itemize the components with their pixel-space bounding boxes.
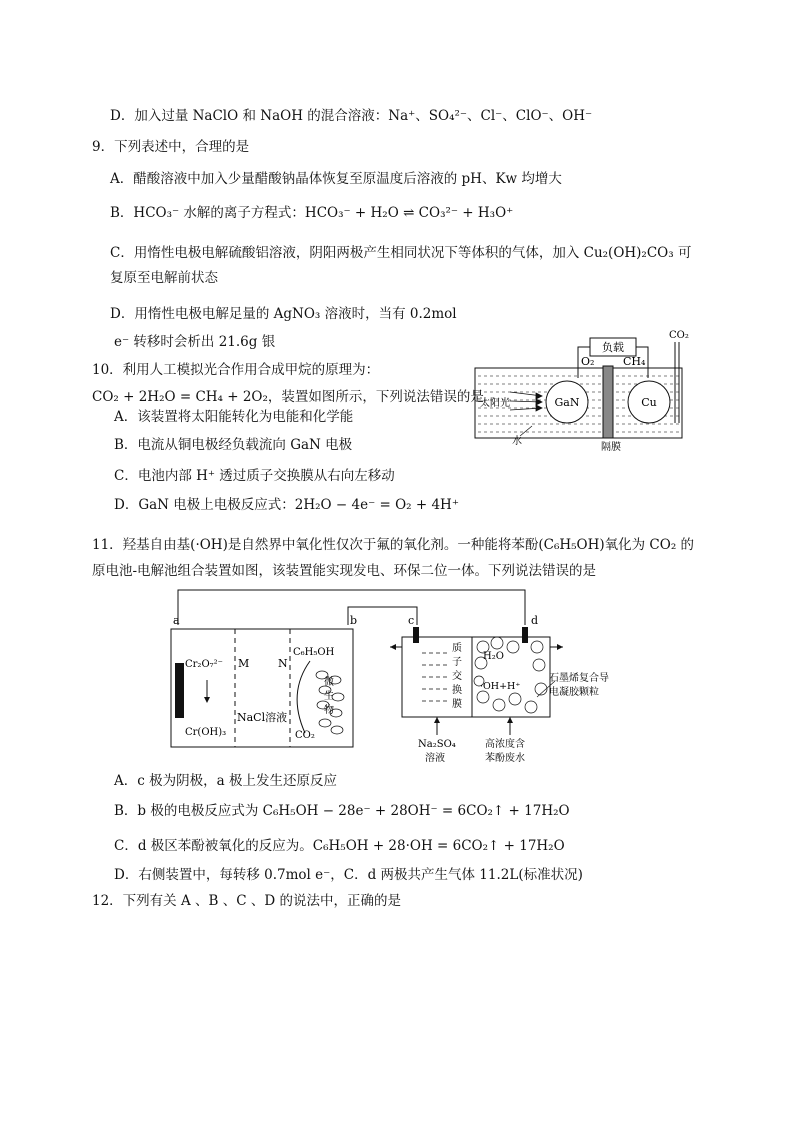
- q10-sunlight-label: 太阳光: [480, 398, 510, 409]
- q9-option-c-line1: C．用惰性电极电解硫酸铝溶液，阴阳两极产生相同状况下等体积的气体，加入 Cu₂(OH)₂CO₃ 可: [110, 245, 692, 261]
- q11-na2so4-label-1: Na₂SO₄: [418, 739, 456, 750]
- q12-stem: 12．下列有关 A 、B 、C 、D 的说法中，正确的是: [92, 893, 401, 909]
- q10-photosynthesis-cell-diagram: [470, 328, 700, 453]
- q11-m-label: M: [238, 657, 250, 670]
- q10-option-a: A．该装置将太阳能转化为电能和化学能: [114, 409, 354, 425]
- q11-combined-cell-diagram: [165, 585, 635, 765]
- q8-option-d: D．加入过量 NaClO 和 NaOH 的混合溶液：Na⁺、SO₄²⁻、Cl⁻、ClO⁻、OH⁻: [110, 108, 593, 124]
- q11-option-b: B．b 极的电极反应式为 C₆H₅OH − 28e⁻ + 28OH⁻ = 6CO₂↑ + 17H₂O: [114, 803, 570, 819]
- q11-pem-label-1: 质: [452, 643, 462, 654]
- q10-water-label: 水: [512, 436, 522, 447]
- q10-stem: 10．利用人工模拟光合作用合成甲烷的原理为：: [92, 362, 380, 378]
- q11-pem-label-3: 交: [452, 671, 462, 682]
- q9-stem: 9．下列表述中，合理的是: [92, 139, 250, 155]
- q9-option-b: B．HCO₃⁻ 水解的离子方程式：HCO₃⁻ + H₂O ⇌ CO₃²⁻ + H₃O⁺: [110, 205, 514, 221]
- q10-cu-label: Cu: [641, 396, 657, 409]
- q11-electrode-a: [175, 663, 184, 718]
- q10-co2-label: CO₂: [669, 330, 689, 341]
- q11-pem-label-4: 换: [452, 685, 462, 696]
- q10-load-label: 负载: [602, 341, 624, 354]
- q11-option-a: A．c 极为阴极，a 极上发生还原反应: [114, 773, 337, 789]
- q11-pem-label-5: 膜: [452, 699, 462, 710]
- q11-gel-label-2: 电凝胶颗粒: [549, 687, 599, 698]
- q11-electrode-b-label: b: [350, 614, 358, 627]
- q10-equation: CO₂ + 2H₂O = CH₄ + 2O₂，装置如图所示，下列说法错误的是: [92, 389, 484, 405]
- q11-pem-label-2: 子: [452, 657, 462, 668]
- q11-oh-label: ·OH+H⁺: [480, 681, 521, 692]
- q11-waste-label-2: 苯酚废水: [485, 753, 525, 764]
- q9-option-c-line2: 复原至电解前状态: [110, 270, 218, 286]
- q11-cr2o7-label: Cr₂O₇²⁻: [185, 659, 223, 670]
- q11-nacl-label: NaCl溶液: [237, 711, 288, 724]
- q10-option-b: B．电流从铜电极经负载流向 GaN 电极: [114, 437, 353, 453]
- q11-microbe-label-3: 物: [324, 705, 334, 716]
- q11-option-d: D．右侧装置中，每转移 0.7mol e⁻，C．d 两极共产生气体 11.2L(标准状况): [114, 867, 583, 883]
- q10-option-c: C．电池内部 H⁺ 透过质子交换膜从右向左移动: [114, 468, 395, 484]
- q11-electrode-c-label: c: [408, 614, 415, 627]
- q11-microbe-label-2: 生: [324, 691, 334, 702]
- q11-n-label: N: [278, 657, 288, 670]
- q11-stem-line1: 11．羟基自由基(·OH)是自然界中氧化性仅次于氟的氧化剂。一种能将苯酚(C₆H₅OH)氧化为 CO₂ 的: [92, 537, 695, 553]
- q11-stem-line2: 原电池-电解池组合装置如图，该装置能实现发电、环保二位一体。下列说法错误的是: [92, 563, 597, 579]
- q11-gel-label-1: 石墨烯复合导: [549, 673, 609, 684]
- q10-ch4-label: CH₄: [623, 355, 646, 368]
- q11-waste-label-1: 高浓度含: [485, 739, 525, 750]
- q10-membrane-label: 隔膜: [601, 442, 621, 453]
- q11-electrode-d: [522, 627, 528, 643]
- q9-option-d-line1: D．用惰性电极电解足量的 AgNO₃ 溶液时，当有 0.2mol: [110, 306, 457, 322]
- q11-microbe-label-1: 微: [324, 677, 334, 688]
- q11-phenol-label: C₆H₅OH: [293, 647, 335, 658]
- q11-na2so4-label-2: 溶液: [425, 753, 445, 764]
- q10-gan-label: GaN: [554, 396, 580, 409]
- q10-o2-label: O₂: [581, 355, 595, 368]
- q11-co2-label: CO₂: [295, 730, 315, 741]
- q11-h2o-label: H₂O: [483, 651, 504, 662]
- q11-electrode-c: [413, 627, 419, 643]
- q11-croh3-label: Cr(OH)₃: [185, 727, 227, 738]
- q11-electrode-d-label: d: [531, 614, 539, 627]
- q11-electrode-a-label: a: [173, 614, 180, 627]
- q11-graphene-gel-particles: [474, 637, 547, 713]
- q11-option-c: C．d 极区苯酚被氧化的反应为。C₆H₅OH + 28·OH = 6CO₂↑ + 17H₂O: [114, 838, 565, 854]
- q10-membrane: [603, 366, 613, 438]
- q9-option-a: A．醋酸溶液中加入少量醋酸钠晶体恢复至原温度后溶液的 pH、Kw 均增大: [110, 171, 562, 187]
- q10-option-d: D．GaN 电极上电极反应式：2H₂O − 4e⁻ = O₂ + 4H⁺: [114, 497, 459, 513]
- q9-option-d-line2: e⁻ 转移时会析出 21.6g 银: [114, 334, 276, 350]
